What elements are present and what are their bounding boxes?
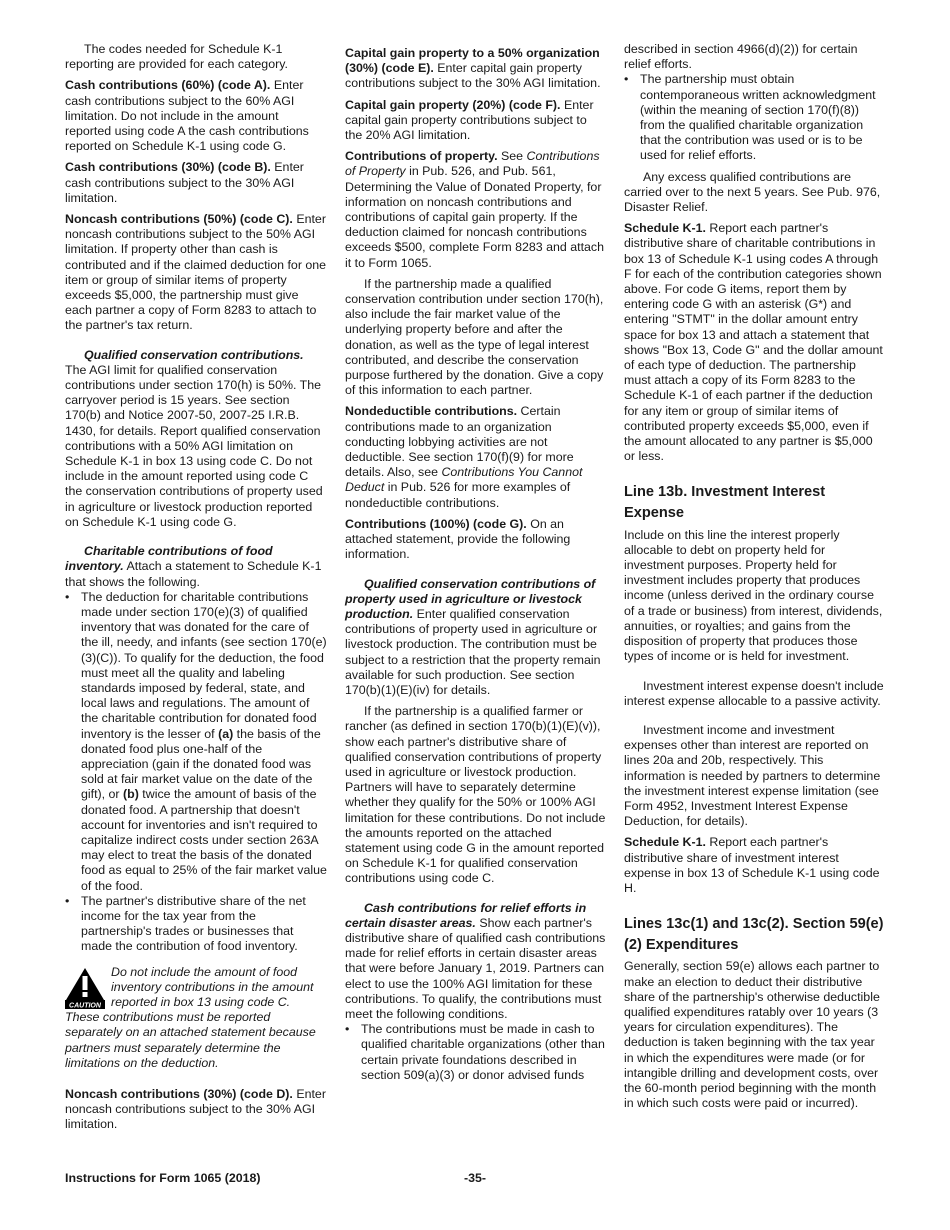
nondeductible-paragraph: Nondeductible contributions. Certain contributions made to an organization conducting lobbying activities are not deductible. See section 170(f)(9) for more details. Also, see Contributions You Cannot Deduct in Pub. 526 for more examples of nondeductible contributions. (345, 404, 583, 510)
code-f-text: Enter capital gain property contributions subject to the 20% AGI limitation. (345, 97, 594, 143)
code-b-paragraph (65, 160, 327, 206)
conservation-agriculture-heading: Qualified conservation contributions of property used in agriculture or livestock production. (345, 576, 596, 621)
code-b-text: Enter cash contributions subject to the 30% AGI limitation. (65, 160, 304, 205)
code-e-paragraph (345, 46, 607, 92)
code-a-heading: Cash contributions (60%) (code A). (65, 78, 271, 93)
page-number: -35- (463, 1171, 487, 1185)
schedule-k1-investment-paragraph: Schedule K-1. Report each partner's distributive share of investment interest expense in box 13 of Schedule K-1 using code H. (624, 835, 880, 895)
food-bullet-2: • The partner's distributive share of the net income for the tax year from the partnership's trades or businesses that made the contribution of food inventory. (65, 893, 306, 954)
line-13b-heading: Line 13b. Investment Interest Expense (624, 484, 826, 522)
column-3 (624, 42, 886, 1117)
intro-paragraph: The codes needed for Schedule K-1 reporting are provided for each category. (65, 42, 288, 72)
investment-interest-paragraph: Investment interest expense doesn't include interest expense allocable to a passive activity. (624, 678, 884, 708)
nondeductible-heading: Nondeductible contributions. (345, 404, 518, 419)
bullet-icon: • (345, 1022, 350, 1037)
caution-icon (65, 967, 105, 1009)
line-13c-text: Generally, section 59(e) allows each partner to make an election to deduct their distributive share of the partnership's otherwise deductible qualified expenditures ratably over 10 years (3 years for circulation expenditures). The deduction is taken beginning with the tax year in which the expenditures were made (or for intangible drilling and development costs, over the 60-month period beginning with the month in which such costs were paid or incurred). (624, 959, 880, 1111)
column-1 (65, 42, 327, 1139)
code-d-paragraph (65, 1087, 327, 1133)
caution-label: CAUTION (69, 1002, 101, 1009)
code-g-paragraph (345, 517, 607, 563)
relief-efforts-heading: Cash contributions for relief efforts in certain disaster areas. (345, 900, 587, 930)
code-c-paragraph (65, 212, 327, 334)
relief-bullet-1: • The contributions must be made in cash to qualified charitable organizations (other than certain private foundations described in section 509(a)(3) or donor advised funds (345, 1022, 605, 1082)
line-13c-heading: Lines 13c(1) and 13c(2). Section 59(e)(2) Expenditures (624, 916, 884, 953)
excess-paragraph: Any excess qualified contributions are carried over to the next 5 years. See Pub. 976, Disaster Relief. (624, 169, 881, 215)
code-a-text: Enter cash contributions subject to the 60% AGI limitation. Do not include in the amount reported using code A the cash contributions reported on Schedule K-1 using code G. (65, 78, 309, 154)
conservation-agriculture-paragraph: Qualified conservation contributions of property used in agriculture or livestock production. Enter qualified conservation contributions of property used in agriculture or livestock production. The contribution must be subject to a restriction that the property remain available for such production. See section 170(b)(1)(E)(iv) for details. (345, 576, 601, 697)
investment-income-paragraph: Investment income and investment expenses other than interest are reported on lines 20a and 20b, respectively. This information is needed by partners to determine the investment interest expense limitation (see Form 4952, Investment Interest Expense Deduction, for details). (624, 722, 881, 829)
code-e-heading: Capital gain property to a 50% organization (30%) (code E). (345, 46, 600, 76)
qualified-conservation-paragraph (65, 348, 327, 530)
farmer-rancher-paragraph: If the partnership is a qualified farmer or rancher (as defined in section 170(b)(1)(E)(v)), show each partner's distributive share of qualified conservation contributions of property used in agriculture or livestock production. Partners will have to separately determine whether they qualify for the 50% or 100% AGI limitation for these contributions. Do not include the amounts reported on the attached statement using code G in the amount reported on Schedule K-1 for qualified conservation contributions using code C. (345, 704, 606, 886)
footer-form-title: Instructions for Form 1065 (2018) (65, 1171, 261, 1185)
code-d-heading: Noncash contributions (30%) (code D). (65, 1087, 293, 1101)
code-a-paragraph (65, 78, 327, 154)
column-2 (345, 46, 607, 1083)
qualified-conservation-text: The AGI limit for qualified conservation contributions under section 170(h) is 50%. The carryover period is 15 years. See section 170(b) and Notice 2007-50, 2007-25 I.R.B. 1430, for details. Report qualified conservation contributions with a 50% AGI limitation on Schedule K-1 in box 13 using code C. Do not include in the amount reported using code C the conservation contributions of property used in agriculture or livestock production reported on Schedule K-1 using code G. (65, 362, 323, 529)
line-13b-text: Include on this line the interest properly allocable to debt on property held for investment purposes. Property held for investment includes property that produces income (unless derived in the ordinary course of a trade or business) from interest, dividends, annuities, or royalties; and gains from the disposition of property that produces those types of income or is held for investment. (624, 527, 883, 664)
code-e-text: Enter capital gain property contributions subject to the 30% AGI limitation. (345, 61, 601, 91)
code-f-paragraph (345, 98, 607, 144)
food-bullet-1: • The deduction for charitable contributions made under section 170(e)(3) of qualified inventory that was donated for the care of the ill, needy, and infants (see section 170(e)(3)(C)). To qualify for the deduction, the food must meet all the quality and labeling standards imposed by federal, state, and local laws and regulations. The amount of the charitable contribution for donated food inventory is the lesser of (a) the basis of the donated food plus one-half of the appreciation (gain if the donated food was sold at fair market value on the date of the gift), or (b) twice the amount of basis of the donated food. A partnership that doesn't account for inventories and isn't required to capitalize indirect costs under section 263A may elect to treat the basis of the donated food as equal to 25% of the fair market value of the food. (65, 589, 327, 893)
bullet-icon: • (65, 893, 70, 908)
conservation-fmv-paragraph: If the partnership made a qualified conservation contribution under section 170(h), also include the fair market value of the underlying property before and after the donation, as well as the type of legal interest contributed, and describe the conservation purpose furthered by the donation. Give a copy of this information to each partner. (345, 276, 604, 398)
code-b-heading: Cash contributions (30%) (code B). (65, 160, 271, 175)
qualified-conservation-heading: Qualified conservation contributions. (84, 347, 304, 362)
code-g-text: On an attached statement, provide the following information. (345, 516, 571, 562)
contributions-of-property-paragraph: Contributions of property. See Contributions of Property in Pub. 526, and Pub. 561, Determining the Value of Donated Property, for information on noncash contributions and contributions of capital gain property. If the deduction claimed for noncash contributions exceeds $500, complete Form 8283 and attach it to Form 1065. (345, 149, 604, 270)
relief-efforts-paragraph: Cash contributions for relief efforts in certain disaster areas. Show each partner's distributive share of qualified cash contributions made for relief efforts in certain disaster areas that were before January 1, 2019. Partners can elect to use the 100% AGI limitation for these contributions. To qualify, the contributions must meet the following conditions. (345, 900, 606, 1021)
schedule-k1-investment-heading: Schedule K-1. (624, 835, 706, 850)
schedule-k1-paragraph: Schedule K-1. Report each partner's distributive share of charitable contributions in box 13 of Schedule K-1 using codes A through F for each of the contribution categories shown above. For code G items, report them by entering code G with an asterisk (G*) and entering "STMT" in the dollar amount entry space for box 13 and attach a statement that shows "Box 13, Code G" and the dollar amount of each type of deduction. The partnership must attach a copy of its Form 8283 to the Schedule K-1 of each partner if the deduction for any item or group of similar items of contributed property exceeds $5,000, even if the amount allocated to any partner is $5,000 or less. (624, 221, 883, 464)
relief-bullet-2: • The partnership must obtain contemporaneous written acknowledgment (within the meaning of section 170(f)(8)) from the qualified charitable organization that the contribution was used or is to be used for relief efforts. (624, 72, 876, 163)
caution-box (65, 965, 327, 1071)
food-inventory-text: Attach a statement to Schedule K-1 that shows the following. (65, 559, 322, 589)
code-c-heading: Noncash contributions (50%) (code C). (65, 212, 293, 227)
bullet-icon: • (624, 72, 629, 87)
relief-continuation: described in section 4966(d)(2)) for certain relief efforts. (624, 42, 858, 72)
caution-text: Do not include the amount of food inventory contributions in the amount reported in box 13 using code C. These contributions must be reported separately on an attached statement because partners must separately determine the limitations on the deduction. (65, 964, 316, 1070)
bullet-icon: • (65, 589, 70, 604)
code-g-heading: Contributions (100%) (code G). (345, 516, 527, 531)
code-c-text: Enter noncash contributions subject to the 50% AGI limitation. If property other than cash is contributed and if the claimed deduction for one item or group of similar items of property exceeds $5,000, the partnership must give each partner a copy of Form 8283 to attach to the partner's tax return. (65, 212, 327, 333)
food-inventory-paragraph (65, 544, 327, 590)
code-d-text: Enter noncash contributions subject to the 30% AGI limitation. (65, 1087, 326, 1132)
contributions-of-property-heading: Contributions of property. (345, 149, 498, 164)
code-f-heading: Capital gain property (20%) (code F). (345, 97, 561, 112)
food-inventory-heading: Charitable contributions of food inventory. (65, 544, 273, 574)
schedule-k1-heading: Schedule K-1. (624, 221, 706, 236)
